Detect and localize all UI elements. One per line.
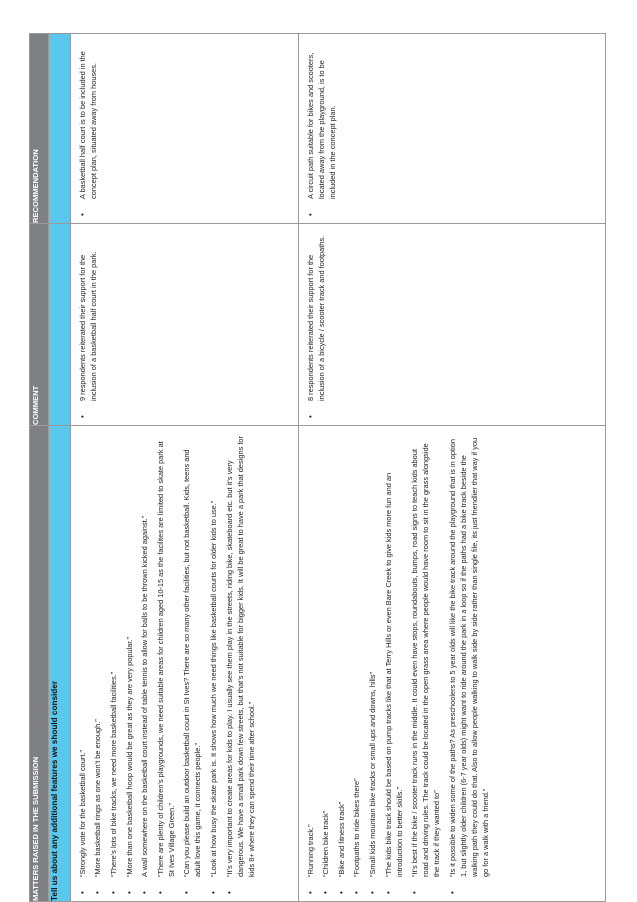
matters-list (299, 426, 500, 901)
list-item: • “There are plenty of children’s playgrounds, we need suitable areas for children aged 10-15 as the facilites are limited to skate park at St Ives Village Green.” (155, 434, 177, 877)
matters-cell (298, 426, 605, 902)
recommendation-text: • A circuit path suitable for bikes and scooters, located away from the playground, is to be included in the concept plan. (305, 42, 338, 199)
list-item: • “Small kids mountain bike tracks or small ups and downs, hills” (367, 434, 378, 877)
header-recommendation: RECOMMENDATION (30, 34, 49, 224)
recommendation-cell (70, 34, 298, 224)
recommendation-text: • A basketball half court is to be included in the concept plan, situated away from houses. (77, 42, 99, 199)
list-item: • “The kids bike track should be based on pump tracks like that at Terry Hills or even Bare Creek to give kids more fun and an introduction to better skills.” (383, 434, 405, 877)
list-item: • “Look at how busy the skate park is. It shows how much we need things like basketball courts for older kids to use.” (208, 434, 219, 877)
matters-cell (70, 426, 298, 902)
list-item: • “It’s best if the bike / scooter track runs in the middle. It could even have stops, roundabouts, bumps, road signs to teach kids about road and driving rules. The track could be located in the open grass area where people would have room to sit in the grass alongside the track if they wanted to” (409, 434, 442, 877)
section-row (49, 34, 70, 902)
table-header-row (30, 34, 49, 902)
header-comment: COMMENT (30, 224, 49, 426)
list-item: • “Strongly vote for the basketball court.” (77, 434, 88, 877)
list-item: • “There’s lots of bike tracks, we need more basketball facilities.” (108, 434, 119, 877)
comment-cell (298, 224, 605, 426)
comment-text: • 9 respondents reiterated their support for the inclusion of a basketball half court in the park. (77, 232, 99, 401)
submission-table (29, 33, 606, 902)
list-item: • A wall somewhere on the basketball court instead of table tennis to allow for balls to be thrown kicked against.” (139, 434, 150, 877)
list-item: • “More than one basketball hoop would be great as they are very popular.” (124, 434, 135, 877)
recommendation-cell (298, 34, 605, 224)
table-row-basketball (70, 34, 298, 902)
list-item: • “Can you please build an outdoor basketball court in St Ives? There are so many other facilities, but not basketball. Kids, teens and adult love this game, it connects people.” (181, 434, 203, 877)
section-title: Tell us about any additional features we should consider (49, 426, 70, 902)
list-item: • “Children bike track” (320, 434, 331, 877)
list-item: • “It’s very important to create areas for kids to play. I usually see them play in the streets, riding bike, skateboard etc. but it’s very dangerous. We have a small park down few streets, but that’s not suitable for bigger kids. It will be great to have a park that designs for kids 8+ where they can spend their time after school.” (224, 434, 257, 877)
matters-list (71, 426, 265, 901)
recommendation-list (71, 34, 105, 223)
rotated-table-page (29, 34, 606, 902)
list-item: • “Running track.” (305, 434, 316, 877)
comment-list (299, 224, 333, 425)
comment-cell (70, 224, 298, 426)
header-matters: MATTERS RAISED IN THE SUBMISSION (30, 426, 49, 902)
list-item: • “More basketball rings as one won’t be enough.” (92, 434, 103, 877)
list-item: • “Bike and fitness track” (336, 434, 347, 877)
comment-text: • 8 respondents reiterated their support for the inclusion of a bicycle / scooter track and footpaths. (305, 232, 327, 401)
section-fill (49, 224, 70, 426)
list-item: • “Footpaths to ride bikes there” (351, 434, 362, 877)
section-fill (49, 34, 70, 224)
list-item: • “Is it possible to widen some of the paths? As preschoolers to 5 year olds will like the bike track around the playground that is in option 1, but slightly older children (6-7 year olds) might want to ride around the park in a loop so if the paths had a bike track beside the walking path they could do that. Also to allow people walking to walk side by side rather than single file, its just friendlier that way if you go for a walk with a friend.” (447, 434, 491, 877)
recommendation-list (299, 34, 344, 223)
table-row-bike-track (298, 34, 605, 902)
comment-list (71, 224, 105, 425)
